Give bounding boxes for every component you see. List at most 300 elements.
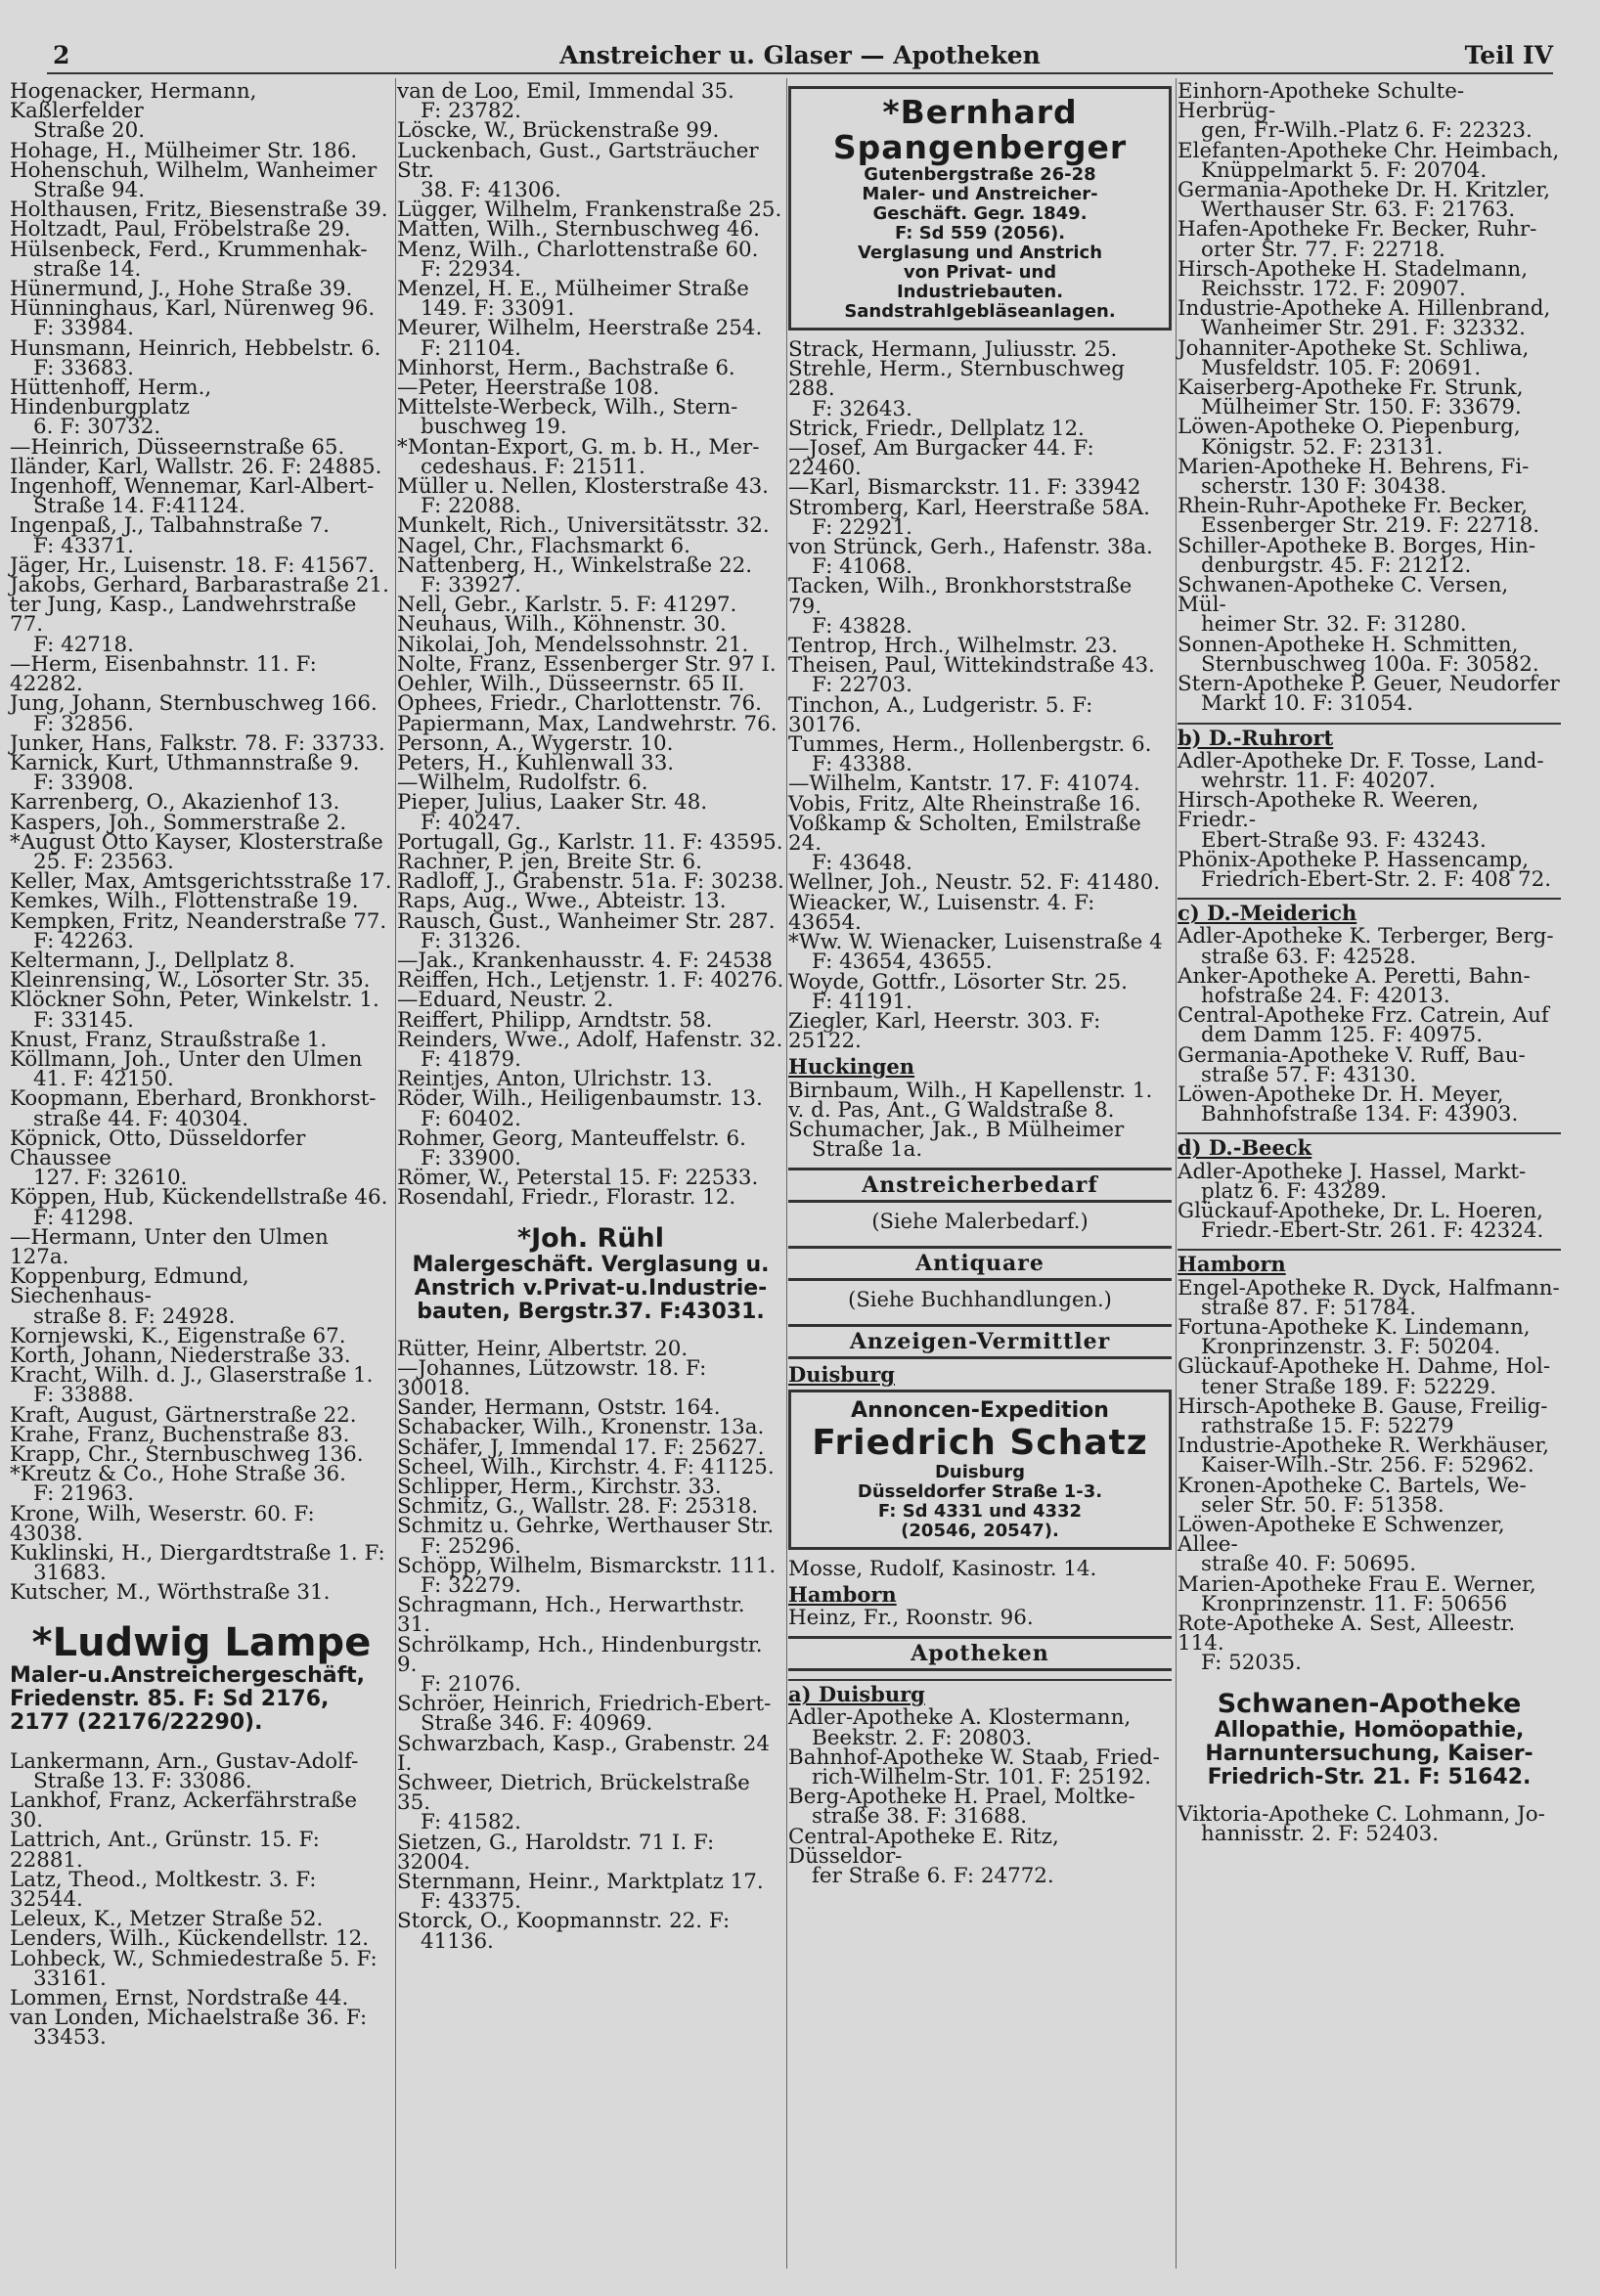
entry — [397, 908, 784, 953]
entry-main: Marien-Apotheke H. Behrens, Fi- — [1178, 454, 1530, 479]
entry-main: Wieacker, W., Luisenstr. 4. F: 43654. — [788, 890, 1095, 935]
entry-main: Schäfer, J, Immendal 17. F: 25627. — [397, 1435, 765, 1460]
entry-main: Schiller-Apotheke B. Borges, Hin- — [1178, 533, 1536, 558]
advert-line: Düsseldorfer Straße 1-3. — [857, 1480, 1103, 1502]
entry — [1178, 672, 1561, 717]
entry-main: Rütter, Heinr, Albertstr. 20. — [397, 1336, 689, 1361]
entry-main: Stern-Apotheke P. Geuer, Neudorfer — [1178, 672, 1560, 697]
entry-main: Peters, H., Kuhlenwall 33. — [397, 750, 675, 775]
entry-list — [10, 79, 393, 1606]
entry-main: Kaiserberg-Apotheke Fr. Strunk, — [1178, 375, 1524, 401]
advert-line: Anstrich v.Privat-u.Industrie- — [414, 1275, 768, 1301]
entry-main: Schöpp, Wilhelm, Bismarckstr. 111. — [397, 1553, 777, 1578]
entry-main: Karnick, Kurt, Uthmannstraße 9. — [10, 750, 360, 775]
entry-continuation: straße 87. F: 51784. — [1201, 1295, 1417, 1320]
entry-list — [1178, 924, 1561, 1127]
entry-main: Schumacher, Jak., B Mülheimer — [788, 1117, 1125, 1142]
entry-main: Industrie-Apotheke R. Werkhäuser, — [1178, 1434, 1550, 1459]
entry-continuation: F: 42263. — [33, 928, 134, 953]
entry-main: Holthausen, Fritz, Biesenstraße 39. — [10, 198, 388, 223]
advert-friedrich-schatz — [788, 1390, 1172, 1550]
entry-continuation: heimer Str. 32. F: 31280. — [1201, 612, 1467, 638]
advert-line: Allopathie, Homöopathie, — [1214, 1717, 1525, 1743]
advert-line: Friedenstr. 85. F: Sd 2176, — [10, 1686, 330, 1711]
subsection-heading — [1178, 898, 1561, 926]
entry-main: Hünninghaus, Karl, Nürenweg 96. — [10, 296, 376, 322]
entry-main: Adler-Apotheke K. Terberger, Berg- — [1178, 924, 1554, 949]
entry-main: Lenders, Wilh., Kückendellstr. 12. — [10, 1926, 370, 1952]
advert-line: F: Sd 4331 und 4332 — [877, 1500, 1083, 1522]
entry-main: Koppenburg, Edmund, Siechenhaus- — [10, 1264, 249, 1309]
entry-main: Kraft, August, Gärtnerstraße 22. — [10, 1402, 357, 1428]
entry-continuation: rich-Wilhelm-Str. 101. F: 25192. — [812, 1764, 1152, 1789]
entry-main: Adler-Apotheke J. Hassel, Markt- — [1178, 1159, 1527, 1184]
entry-continuation: F: 21963. — [33, 1481, 134, 1507]
entry-main: Jung, Johann, Sternbuschweg 166. — [10, 691, 378, 717]
entry-main: Rote-Apotheke A. Sest, Alleestr. 114. — [1178, 1612, 1516, 1656]
entry-continuation: Musfeldstr. 105. F: 20691. — [1201, 355, 1482, 380]
section-heading: Apotheken — [788, 1636, 1172, 1671]
entry — [788, 357, 1172, 421]
entry — [10, 1501, 393, 1546]
entry-main: Menz, Wilh., Charlottenstraße 60. — [397, 237, 759, 262]
entry-main: Nikolai, Joh, Mendelssohnstr. 21. — [397, 632, 749, 657]
entry — [788, 692, 1172, 737]
entry-continuation: Königstr. 52. F: 23131. — [1201, 434, 1444, 460]
entry-main: Voßkamp & Scholten, Emilstraße 24. — [788, 811, 1141, 857]
entry-continuation: cedeshaus. F: 21511. — [421, 454, 645, 479]
entry-main: Reiffen, Hch., Letjenstr. 1. F: 40276. — [397, 968, 784, 993]
entry-main: Kronen-Apotheke C. Bartels, We- — [1178, 1473, 1527, 1498]
subsection-heading — [1178, 1132, 1561, 1161]
entry-main: —Eduard, Neustr. 2. — [397, 988, 614, 1013]
entry — [788, 574, 1172, 639]
entry-main: Elefanten-Apotheke Chr. Heimbach, — [1178, 138, 1560, 163]
entry-main: Hirsch-Apotheke H. Stadelmann, — [1178, 256, 1528, 282]
entry-main: Oehler, Wilh., Düsseernstr. 65 II. — [397, 672, 745, 697]
entry — [788, 1117, 1172, 1163]
entry — [10, 375, 393, 440]
entry-main: Lankhof, Franz, Ackerfährstraße 30. — [10, 1788, 358, 1833]
entry-main: Krapp, Chr., Sternbuschweg 136. — [10, 1442, 364, 1468]
entry-continuation: F: 33888. — [33, 1383, 134, 1408]
advert-line: 2177 (22176/22290). — [10, 1709, 263, 1735]
entry — [397, 434, 784, 479]
entry-main: *Montan-Export, G. m. b. H., Mer- — [397, 434, 760, 460]
entry-main: Krone, Wilh, Weserstr. 60. F: 43038. — [10, 1501, 315, 1546]
entry-main: Holtzadt, Paul, Fröbelstraße 29. — [10, 217, 351, 243]
entry-main: Adler-Apotheke Dr. F. Tosse, Land- — [1178, 748, 1544, 773]
city-heading: Huckingen — [788, 1054, 915, 1080]
entry-continuation: Wanheimer Str. 291. F: 32332. — [1201, 316, 1526, 341]
entry — [788, 436, 1172, 481]
entry — [10, 79, 393, 144]
entry-main: Jäger, Hr., Luisenstr. 18. F: 41567. — [10, 552, 376, 578]
entry-continuation: wehrstr. 11. F: 40207. — [1201, 768, 1436, 793]
entry-main: Schweer, Dietrich, Brückelstraße 35. — [397, 1771, 750, 1816]
entry-continuation: orter Str. 77. F: 22718. — [1201, 237, 1445, 262]
entry — [1178, 573, 1561, 638]
entry-main: Nell, Gebr., Karlstr. 5. F: 41297. — [397, 593, 737, 618]
entry-main: Sternmann, Heinr., Marktplatz 17. — [397, 1870, 764, 1895]
entry-continuation: gen, Fr-Wilh.-Platz 6. F: 22323. — [1201, 118, 1533, 144]
entry — [1178, 494, 1561, 539]
entry-main: Nattenberg, H., Winkelstraße 22. — [397, 552, 753, 578]
entry-main: Reinders, Wwe., Adolf, Hafenstr. 32. — [397, 1027, 783, 1052]
entry-main: Matten, Wilh., Sternbuschweg 46. — [397, 217, 760, 243]
entry — [10, 988, 393, 1033]
entry-continuation: F: 33927. — [421, 573, 521, 598]
entry-main: Wellner, Joh., Neustr. 52. F: 41480. — [788, 870, 1161, 896]
entry-main: Central-Apotheke Frz. Catrein, Auf — [1178, 1003, 1549, 1029]
entry-continuation: fer Straße 6. F: 24772. — [812, 1863, 1054, 1888]
entry-continuation: F: 41879. — [421, 1046, 521, 1072]
entry — [10, 1867, 393, 1913]
entry — [10, 1788, 393, 1833]
entry — [1178, 1198, 1561, 1244]
column-2 — [397, 79, 784, 1954]
entry-main: Germania-Apotheke V. Ruff, Bau- — [1178, 1042, 1526, 1068]
advert-name: Schwanen-Apotheke — [1217, 1688, 1522, 1719]
entry-main: Schrölkamp, Hch., Hindenburgstr. 9. — [397, 1632, 763, 1677]
entry-continuation: Straße 20. — [33, 118, 145, 144]
entry — [788, 653, 1172, 698]
entry-main: Hirsch-Apotheke R. Weeren, Friedr.- — [1178, 788, 1479, 833]
advert-line: Maler-u.Anstreichergeschäft, — [10, 1662, 366, 1688]
entry — [788, 1824, 1172, 1888]
entry — [1178, 632, 1561, 677]
entry-main: Rosendahl, Friedr., Florastr. 12. — [397, 1185, 736, 1211]
entry — [10, 691, 393, 736]
entry — [1178, 1393, 1561, 1438]
entry-continuation: F: 33984. — [33, 316, 134, 341]
entry — [10, 651, 393, 697]
section-heading: Anzeigen-Vermittler — [788, 1324, 1172, 1359]
entry-continuation: 31683. — [33, 1561, 107, 1586]
entry-continuation: F: 25296. — [421, 1533, 521, 1559]
entry — [1178, 335, 1561, 380]
cross-reference: (Siehe Buchhandlungen.) — [848, 1288, 1112, 1312]
entry-main: Lohbeck, W., Schmiedestraße 5. F: — [10, 1946, 378, 1971]
entry-continuation: hofstraße 24. F: 42013. — [1201, 983, 1450, 1008]
entry — [397, 1027, 784, 1072]
advert-ludwig-lampe — [10, 1621, 393, 1735]
entry-main: Müller u. Nellen, Klosterstraße 43. — [397, 474, 769, 500]
entry — [1178, 217, 1561, 262]
entry-main: Luckenbach, Gust., Gartsträucher Str. — [397, 138, 759, 183]
entry-main: Kempken, Fritz, Neanderstraße 77. — [10, 908, 387, 934]
entry — [1178, 79, 1561, 144]
entry-main: Schlipper, Herm., Kirchstr. 33. — [397, 1475, 722, 1499]
advert-spangenberger — [788, 86, 1172, 331]
entry-main: Kaspers, Joh., Sommerstraße 2. — [10, 810, 347, 835]
entry — [10, 2006, 393, 2051]
advert-line: bauten, Bergstr.37. F:43031. — [417, 1299, 765, 1324]
advert-line: von Privat- und — [903, 262, 1057, 283]
entry-continuation: F: 41191. — [812, 989, 912, 1014]
entry — [1178, 1434, 1561, 1479]
entry-main: Krahe, Franz, Buchenstraße 83. — [10, 1422, 350, 1447]
entry-continuation: 127. F: 32610. — [33, 1166, 188, 1191]
entry-continuation: straße 63. F: 42528. — [1201, 944, 1417, 969]
entry-main: von Strünck, Gerh., Hafenstr. 38a. — [788, 535, 1153, 560]
entry-main: Lügger, Wilhelm, Frankenstraße 25. — [397, 198, 782, 223]
entry-continuation: 38. F: 41306. — [421, 178, 561, 203]
entry-continuation: F: 52035. — [1201, 1651, 1302, 1676]
entry-continuation: hannisstr. 2. F: 52403. — [1201, 1821, 1440, 1846]
entry-main: Lattrich, Ant., Grünstr. 15. F: 22881. — [10, 1828, 320, 1873]
entry-main: Personn, A., Wygerstr. 10. — [397, 730, 674, 756]
entry-continuation: F: 43375. — [421, 1889, 521, 1915]
entry-continuation: 33161. — [33, 1965, 107, 1991]
entry-continuation: Essenberger Str. 219. F: 22718. — [1201, 513, 1540, 539]
advert-line: Harnuntersuchung, Kaiser- — [1205, 1741, 1533, 1766]
entry-main: Tinchon, A., Ludgeristr. 5. F: 30176. — [788, 692, 1093, 737]
entry-main: Ingenpaß, J., Talbahnstraße 7. — [10, 513, 330, 539]
entry — [1178, 1159, 1561, 1204]
entry — [1178, 454, 1561, 500]
entry-main: Latz, Theod., Moltkestr. 3. F: 32544. — [10, 1867, 317, 1913]
entry-continuation: seler Str. 50. F: 51358. — [1201, 1492, 1444, 1518]
entry-continuation: 6. F: 30732. — [33, 415, 161, 440]
entry — [397, 1593, 784, 1638]
column-4 — [1178, 79, 1561, 1846]
entry-main: Junker, Hans, Falkstr. 78. F: 33733. — [10, 730, 385, 756]
entry-continuation: Werthauser Str. 63. F: 21763. — [1201, 198, 1516, 223]
entry-continuation: 149. F: 33091. — [421, 296, 575, 322]
entry-list — [788, 1705, 1172, 1888]
entry-continuation: Sternbuschweg 100a. F: 30582. — [1201, 651, 1539, 677]
entry — [397, 277, 784, 322]
entry-continuation: 41136. — [421, 1928, 494, 1954]
entry-main: Lankermann, Arn., Gustav-Adolf- — [10, 1748, 359, 1774]
advert-name: Spangenberger — [832, 128, 1128, 166]
entry-continuation: Straße 14. F:41124. — [33, 494, 245, 519]
entry-main: van de Loo, Emil, Immendal 35. — [397, 79, 734, 104]
entry-main: Schragmann, Hch., Herwarthstr. 31. — [397, 1593, 745, 1638]
entry-main: Hüttenhoff, Herm., Hindenburgplatz — [10, 375, 212, 420]
entry — [397, 395, 784, 440]
entry-main: Nolte, Franz, Essenberger Str. 97 I. — [397, 651, 777, 677]
entry-main: Glückauf-Apotheke, Dr. L. Hoeren, — [1178, 1198, 1543, 1223]
entry-main: Löwen-Apotheke E Schwenzer, Allee- — [1178, 1513, 1505, 1558]
entry — [10, 474, 393, 519]
entry-main: van Londen, Michaelstraße 36. F: — [10, 2006, 368, 2031]
entry-main: Leleux, K., Metzer Straße 52. — [10, 1907, 324, 1932]
entry-main: Rachner, P. jen, Breite Str. 6. — [397, 849, 702, 874]
entry — [397, 1692, 784, 1737]
entry-main: Jakobs, Gerhard, Barbarastraße 21. — [10, 573, 389, 598]
entry-continuation: straße 44. F: 40304. — [33, 1106, 249, 1131]
entry-main: —Karl, Bismarckstr. 11. F: 33942 — [788, 475, 1141, 501]
entry-main: Neuhaus, Wilh., Köhnenstr. 30. — [397, 612, 727, 638]
entry — [10, 296, 393, 341]
entry-main: Sietzen, G., Haroldstr. 71 I. F: 32004. — [397, 1830, 715, 1875]
entry-main: Fortuna-Apotheke K. Lindemann, — [1178, 1314, 1531, 1340]
subsection-heading — [1178, 1249, 1561, 1277]
entry-main: Meurer, Wilhelm, Heerstraße 254. — [397, 316, 763, 341]
entry-main: Lommen, Ernst, Nordstraße 44. — [10, 1986, 349, 2011]
entry-main: Köppen, Hub, Kückendellstraße 46. — [10, 1185, 388, 1211]
entry — [1178, 375, 1561, 420]
entry-main: Berg-Apotheke H. Prael, Moltke- — [788, 1785, 1135, 1810]
entry-main: Schmitz, G., Wallstr. 28. F: 25318. — [397, 1494, 759, 1520]
entry-main: Rohmer, Georg, Manteuffelstr. 6. — [397, 1126, 746, 1151]
entry-main: Industrie-Apotheke A. Hillenbrand, — [1178, 296, 1551, 322]
entry — [788, 1008, 1172, 1054]
page-number: 2 — [53, 41, 70, 69]
column-3 — [788, 82, 1172, 1886]
entry-list — [1178, 1275, 1561, 1676]
entry-continuation: rathstraße 15. F: 52279 — [1201, 1414, 1454, 1438]
entry-main: Karrenberg, O., Akazienhof 13. — [10, 790, 340, 816]
entry-main: Schabacker, Wilh., Kronenstr. 13a. — [397, 1415, 765, 1440]
entry — [788, 1705, 1172, 1750]
entry-main: Rhein-Ruhr-Apotheke Fr. Becker, — [1178, 494, 1528, 519]
entry — [1178, 256, 1561, 302]
entry — [397, 1909, 784, 1954]
entry-continuation: Mülheimer Str. 150. F: 33679. — [1201, 395, 1522, 420]
entry-main: Keller, Max, Amtsgerichtsstraße 17. — [10, 869, 392, 895]
city-heading: Hamborn — [788, 1581, 897, 1607]
advert-line: (20546, 20547). — [901, 1520, 1059, 1541]
entry-continuation: F: 60402. — [421, 1106, 521, 1131]
entry — [397, 1126, 784, 1170]
entry-list — [1178, 748, 1561, 892]
column-1 — [10, 79, 393, 2051]
entry-continuation: straße 8. F: 24928. — [33, 1303, 236, 1329]
entry-main: Engel-Apotheke R. Dyck, Halfmann- — [1178, 1275, 1560, 1301]
entry-continuation: F: 32643. — [812, 396, 912, 421]
section-heading: Antiquare — [788, 1246, 1172, 1281]
entry-continuation: Straße 94. — [33, 178, 145, 203]
entry-continuation: Straße 13. F: 33086. — [33, 1768, 252, 1793]
entry-continuation: Bahnhofstraße 134. F: 43903. — [1201, 1102, 1519, 1127]
entry-main: Nagel, Chr., Flachsmarkt 6. — [397, 533, 690, 558]
entry — [1178, 1003, 1561, 1048]
entry-continuation: F: 33145. — [33, 1007, 134, 1033]
entry — [1178, 963, 1561, 1008]
entry-main: Kuklinski, H., Diergardtstraße 1. F: — [10, 1541, 385, 1567]
entry-main: Klöckner Sohn, Peter, Winkelstr. 1. — [10, 988, 379, 1013]
entry-main: Portugall, Gg., Karlstr. 11. F: 43595. — [397, 829, 783, 855]
entry — [397, 790, 784, 835]
entry-main: Iländer, Karl, Wallstr. 26. F: 24885. — [10, 454, 382, 479]
entry-main: Reintjes, Anton, Ulrichstr. 13. — [397, 1067, 713, 1092]
advert-line: Friedrich-Str. 21. F: 51642. — [1207, 1764, 1532, 1789]
entry-main: Kracht, Wilh. d. J., Glaserstraße 1. — [10, 1363, 374, 1389]
advert-schwanen-apotheke — [1178, 1690, 1561, 1789]
entry-main: —Herm, Eisenbahnstr. 11. F: 42282. — [10, 651, 317, 697]
entry-continuation: F: 31326. — [421, 928, 521, 953]
entry — [1178, 847, 1561, 892]
entry — [10, 750, 393, 796]
advert-joh-ruehl — [397, 1224, 784, 1324]
entry-continuation: F: 32856. — [33, 711, 134, 736]
entry — [1178, 788, 1561, 853]
entry-list — [397, 1336, 784, 1954]
entry-main: ter Jung, Kasp., Landwehrstraße 77. — [10, 593, 357, 638]
entry-main: Reiffert, Philipp, Arndtstr. 58. — [397, 1007, 713, 1033]
entry-continuation: F: 43388. — [812, 752, 912, 777]
entry — [10, 1363, 393, 1408]
entry-main: *August Otto Kayser, Klosterstraße — [10, 829, 383, 855]
entry-continuation: denburgstr. 45. F: 21212. — [1201, 552, 1472, 578]
entry-main: Hunsmann, Heinrich, Hebbelstr. 6. — [10, 335, 381, 361]
entry-continuation: F: 33908. — [33, 771, 134, 796]
entry-continuation: Straße 1a. — [812, 1137, 923, 1163]
entry-main: Hogenacker, Hermann, Kaßlerfelder — [10, 79, 257, 124]
entry-main: —Wilhelm, Kantstr. 17. F: 41074. — [788, 772, 1140, 797]
entry: Mosse, Rudolf, Kasinostr. 14. — [788, 1556, 1097, 1581]
running-title: Anstreicher u. Glaser — Apotheken — [559, 41, 1041, 69]
entry-continuation: Friedr.-Ebert-Str. 261. F: 42324. — [1201, 1218, 1544, 1244]
entry-main: Sander, Hermann, Oststr. 164. — [397, 1395, 721, 1421]
entry — [788, 1785, 1172, 1830]
entry-continuation: dem Damm 125. F: 40975. — [1201, 1023, 1484, 1048]
entry — [397, 1086, 784, 1131]
entry — [1178, 1801, 1561, 1846]
entry — [1178, 1082, 1561, 1127]
entry — [1178, 1614, 1561, 1674]
entry-main: Ophees, Friedr., Charlottenstr. 76. — [397, 691, 762, 717]
entry-main: Strehle, Herm., Sternbuschweg 288. — [788, 357, 1126, 402]
entry — [1178, 138, 1561, 183]
entry-continuation: Friedrich-Ebert-Str. 2. F: 408 72. — [1201, 866, 1551, 892]
entry — [788, 495, 1172, 540]
advert-name: Friedrich Schatz — [812, 1422, 1148, 1463]
entry-main: Schwarzbach, Kasp., Grabenstr. 24 I. — [397, 1731, 771, 1776]
entry-main: Römer, W., Peterstal 15. F: 22533. — [397, 1166, 759, 1191]
entry-continuation: Reichsstr. 172. F: 20907. — [1201, 277, 1466, 302]
column-divider — [395, 78, 396, 2269]
entry-continuation: Ebert-Straße 93. F: 43243. — [1201, 827, 1487, 853]
part-label: Teil IV — [1464, 41, 1553, 69]
advert-line: Verglasung und Anstrich — [857, 243, 1103, 263]
entry — [788, 811, 1172, 876]
entry-main: Tummes, Herm., Hollenbergstr. 6. — [788, 732, 1152, 758]
entry — [397, 552, 784, 598]
entry — [397, 1514, 784, 1559]
entry-main: Munkelt, Rich., Universitätsstr. 32. — [397, 513, 770, 539]
entry-main: —Heinrich, Düsseernstraße 65. — [10, 434, 345, 460]
column-divider — [786, 78, 787, 2269]
entry — [397, 1830, 784, 1875]
entry-continuation: straße 14. — [33, 256, 142, 282]
entry-main: Menzel, H. E., Mülheimer Straße — [397, 277, 749, 302]
entry — [10, 1580, 393, 1606]
entry-continuation: F: 41298. — [33, 1205, 134, 1230]
entry-main: Kutscher, M., Wörthstraße 31. — [10, 1580, 331, 1606]
entry — [788, 969, 1172, 1014]
subsection-heading — [788, 1679, 1172, 1707]
entry — [1178, 1042, 1561, 1087]
entry-main: Kleinrensing, W., Lösorter Str. 35. — [10, 968, 371, 993]
entry-main: —Hermann, Unter den Ulmen 127a. — [10, 1224, 329, 1269]
entry-continuation: straße 38. F: 31688. — [812, 1804, 1028, 1830]
section-heading: Anstreicherbedarf — [788, 1168, 1172, 1203]
entry-main: Hünermund, J., Hohe Straße 39. — [10, 277, 353, 302]
entry-continuation: F: 42718. — [33, 632, 134, 657]
entry-continuation: F: 33683. — [33, 355, 134, 380]
entry — [10, 1264, 393, 1329]
advert-line: Annoncen-Expedition — [851, 1397, 1109, 1423]
advert-line: Malergeschäft. Verglasung u. — [412, 1252, 770, 1277]
entry-main: Raps, Aug., Wwe., Abteistr. 13. — [397, 889, 727, 914]
advert-line: Gutenbergstraße 26-28 — [864, 164, 1096, 185]
entry — [10, 513, 393, 558]
entry-main: Johanniter-Apotheke St. Schliwa, — [1178, 335, 1530, 361]
